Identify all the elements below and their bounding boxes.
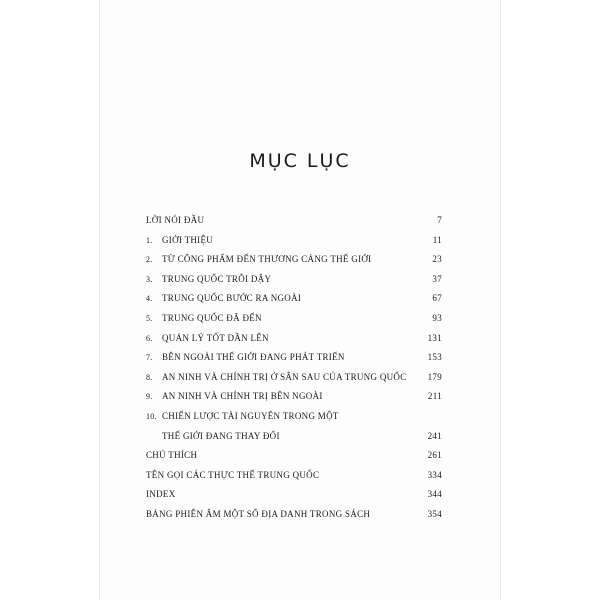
toc-entry-page: 261 <box>427 450 442 461</box>
toc-entry-chapter-7 <box>146 349 442 369</box>
toc-entry-page: 211 <box>427 391 442 402</box>
toc-entry-page: 131 <box>427 332 442 343</box>
toc-entry-page: 37 <box>432 273 442 284</box>
toc-entry-number: 8. <box>146 372 153 382</box>
toc-entry-chapter-3 <box>146 271 442 291</box>
toc-entry-label: BÊN NGOÀI THẾ GIỚI ĐANG PHÁT TRIỂN <box>162 352 345 363</box>
toc-entry-label: LỜI NÓI ĐẦU <box>146 215 205 225</box>
toc-entry-label: TỪ CÔNG PHẨM ĐẾN THƯƠNG CẢNG THẾ GIỚI <box>162 254 372 265</box>
toc-entry-label: INDEX <box>146 489 176 500</box>
toc-entry-page: 93 <box>432 312 442 323</box>
toc-entry-page: 23 <box>432 254 442 265</box>
toc-entry-number: 9. <box>146 392 153 402</box>
toc-entry-label: TRUNG QUỐC ĐÃ ĐẾN <box>162 312 262 323</box>
table-of-contents <box>146 212 442 526</box>
toc-entry-page: 11 <box>432 234 442 245</box>
toc-entry-number: 5. <box>146 313 153 323</box>
toc-entry-notes <box>146 447 442 467</box>
toc-entry-label: BẢNG PHIÊN ÂM MỘT SỐ ĐỊA DANH TRONG SÁCH <box>146 508 371 519</box>
toc-entry-label: TÊN GỌI CÁC THỰC THỂ TRUNG QUỐC <box>146 469 320 480</box>
toc-entry-label: QUẢN LÝ TỐT DẦN LÊN <box>162 332 269 343</box>
toc-entry-label: GIỚI THIỆU <box>162 234 214 245</box>
toc-entry-chapter-6 <box>146 330 442 350</box>
toc-entry-number: 10. <box>146 411 157 421</box>
toc-entry-chapter-9 <box>146 388 442 408</box>
toc-entry-label: TRUNG QUỐC BƯỚC RA NGOÀI <box>162 293 302 304</box>
toc-entry-number: 4. <box>146 294 153 304</box>
toc-entry-label: AN NINH VÀ CHÍNH TRỊ BÊN NGOÀI <box>162 391 323 402</box>
toc-entry-label: THẾ GIỚI ĐANG THAY ĐỔI <box>162 430 280 441</box>
toc-entry-page: 7 <box>437 215 442 225</box>
toc-entry-number: 2. <box>146 255 153 265</box>
toc-entry-label: CHÚ THÍCH <box>146 450 198 461</box>
toc-entry-page: 241 <box>427 430 442 441</box>
page-title: MỤC LỤC <box>249 150 351 172</box>
toc-entry-preface <box>146 212 442 232</box>
book-page <box>100 0 500 600</box>
toc-entry-chapter-4 <box>146 290 442 310</box>
toc-entry-page: 334 <box>427 469 442 480</box>
toc-entry-chapter-10 <box>146 408 442 428</box>
toc-entry-page: 354 <box>427 508 442 519</box>
toc-entry-chapter-5 <box>146 310 442 330</box>
toc-entry-label: TRUNG QUỐC TRỖI DẬY <box>162 273 272 284</box>
toc-entry-chapter-2 <box>146 251 442 271</box>
toc-entry-number: 1. <box>146 235 153 245</box>
toc-entry-page: 153 <box>427 352 442 363</box>
toc-entry-label: AN NINH VÀ CHÍNH TRỊ Ở SÂN SAU CỦA TRUNG QUỐC <box>162 371 407 382</box>
toc-entry-label: CHIẾN LƯỢC TÀI NGUYÊN TRONG MỘT <box>162 410 339 421</box>
toc-entry-number: 6. <box>146 333 153 343</box>
toc-entry-chapter-8 <box>146 369 442 389</box>
toc-entry-chapter-10-continued <box>146 428 442 448</box>
toc-entry-page: 67 <box>432 293 442 304</box>
toc-entry-chapter-1 <box>146 232 442 252</box>
toc-entry-number: 7. <box>146 353 153 363</box>
toc-entry-number: 3. <box>146 274 153 284</box>
toc-entry-place-names <box>146 506 442 526</box>
toc-entry-index <box>146 486 442 506</box>
toc-entry-page: 179 <box>427 371 442 382</box>
toc-entry-entity-names <box>146 467 442 487</box>
toc-entry-page: 344 <box>427 489 442 500</box>
